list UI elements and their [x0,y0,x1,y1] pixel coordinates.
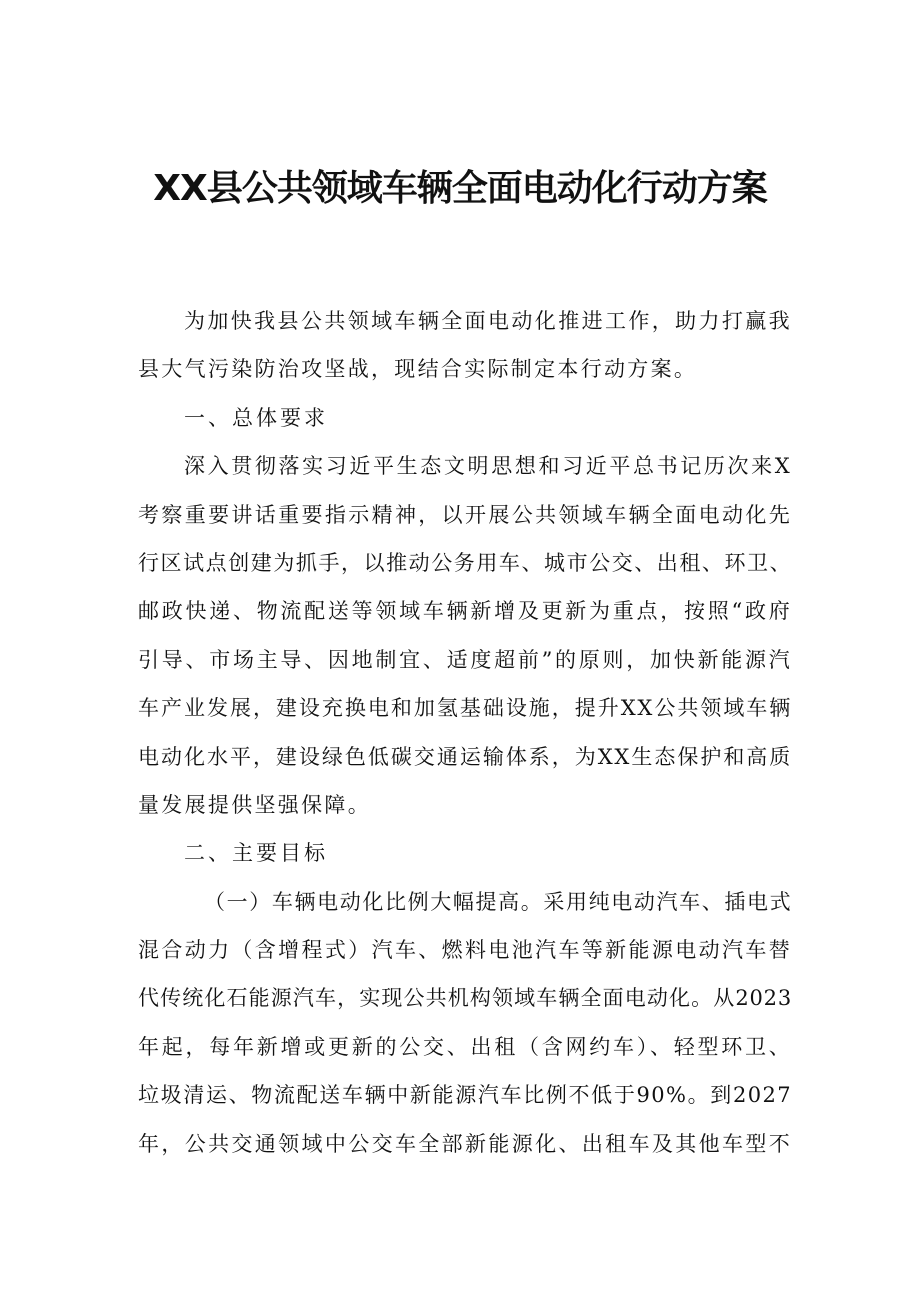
paragraph-line-requirements-1: 深入贯彻落实习近平生态文明思想和习近平总书记历次来X [184,454,792,479]
document-body [138,297,792,1168]
paragraph-line-intro-1: 为加快我县公共领域车辆全面电动化推进工作，助力打赢我 [184,309,792,333]
paragraph-line-requirements-6: 车产业发展，建设充换电和加氢基础设施，提升XX公共领域车辆 [138,696,792,721]
section-heading-main-goals: 二、主要目标 [184,841,328,866]
paragraph-line-intro-2: 县大气污染防治攻坚战，现结合实际制定本行动方案。 [138,357,698,382]
section-heading-general-requirements: 一、总体要求 [184,405,328,430]
paragraph-line-goals-6: 年，公共交通领域中公交车全部新能源化、出租车及其他车型不 [138,1131,792,1156]
paragraph-line-requirements-2: 考察重要讲话重要指示精神，以开展公共领域车辆全面电动化先 [138,502,792,527]
paragraph-line-requirements-4: 邮政快递、物流配送等领域车辆新增及更新为重点，按照“政府 [138,599,792,624]
paragraph-line-requirements-8: 量发展提供坚强保障。 [138,792,371,817]
paragraph-line-goals-2: 混合动力（含增程式）汽车、燃料电池汽车等新能源电动汽车替 [138,938,792,963]
paragraph-line-requirements-3: 行区试点创建为抓手，以推动公务用车、城市公交、出租、环卫、 [138,550,792,575]
paragraph-line-goals-1: （一）车辆电动化比例大幅提高。采用纯电动汽车、插电式 [204,889,792,914]
paragraph-line-goals-4: 年起，每年新增或更新的公交、出租（含网约车）、轻型环卫、 [138,1034,792,1059]
paragraph-line-requirements-7: 电动化水平，建设绿色低碳交通运输体系，为XX生态保护和高质 [138,744,792,769]
paragraph-line-goals-5: 垃圾清运、物流配送车辆中新能源汽车比例不低于90%。到2027 [138,1083,792,1108]
paragraph-line-goals-3: 代传统化石能源汽车，实现公共机构领域车辆全面电动化。从2023 [138,986,792,1011]
document-title: XX县公共领域车辆全面电动化行动方案 [153,168,767,209]
paragraph-line-requirements-5: 引导、市场主导、因地制宜、适度超前”的原则，加快新能源汽 [138,647,792,672]
